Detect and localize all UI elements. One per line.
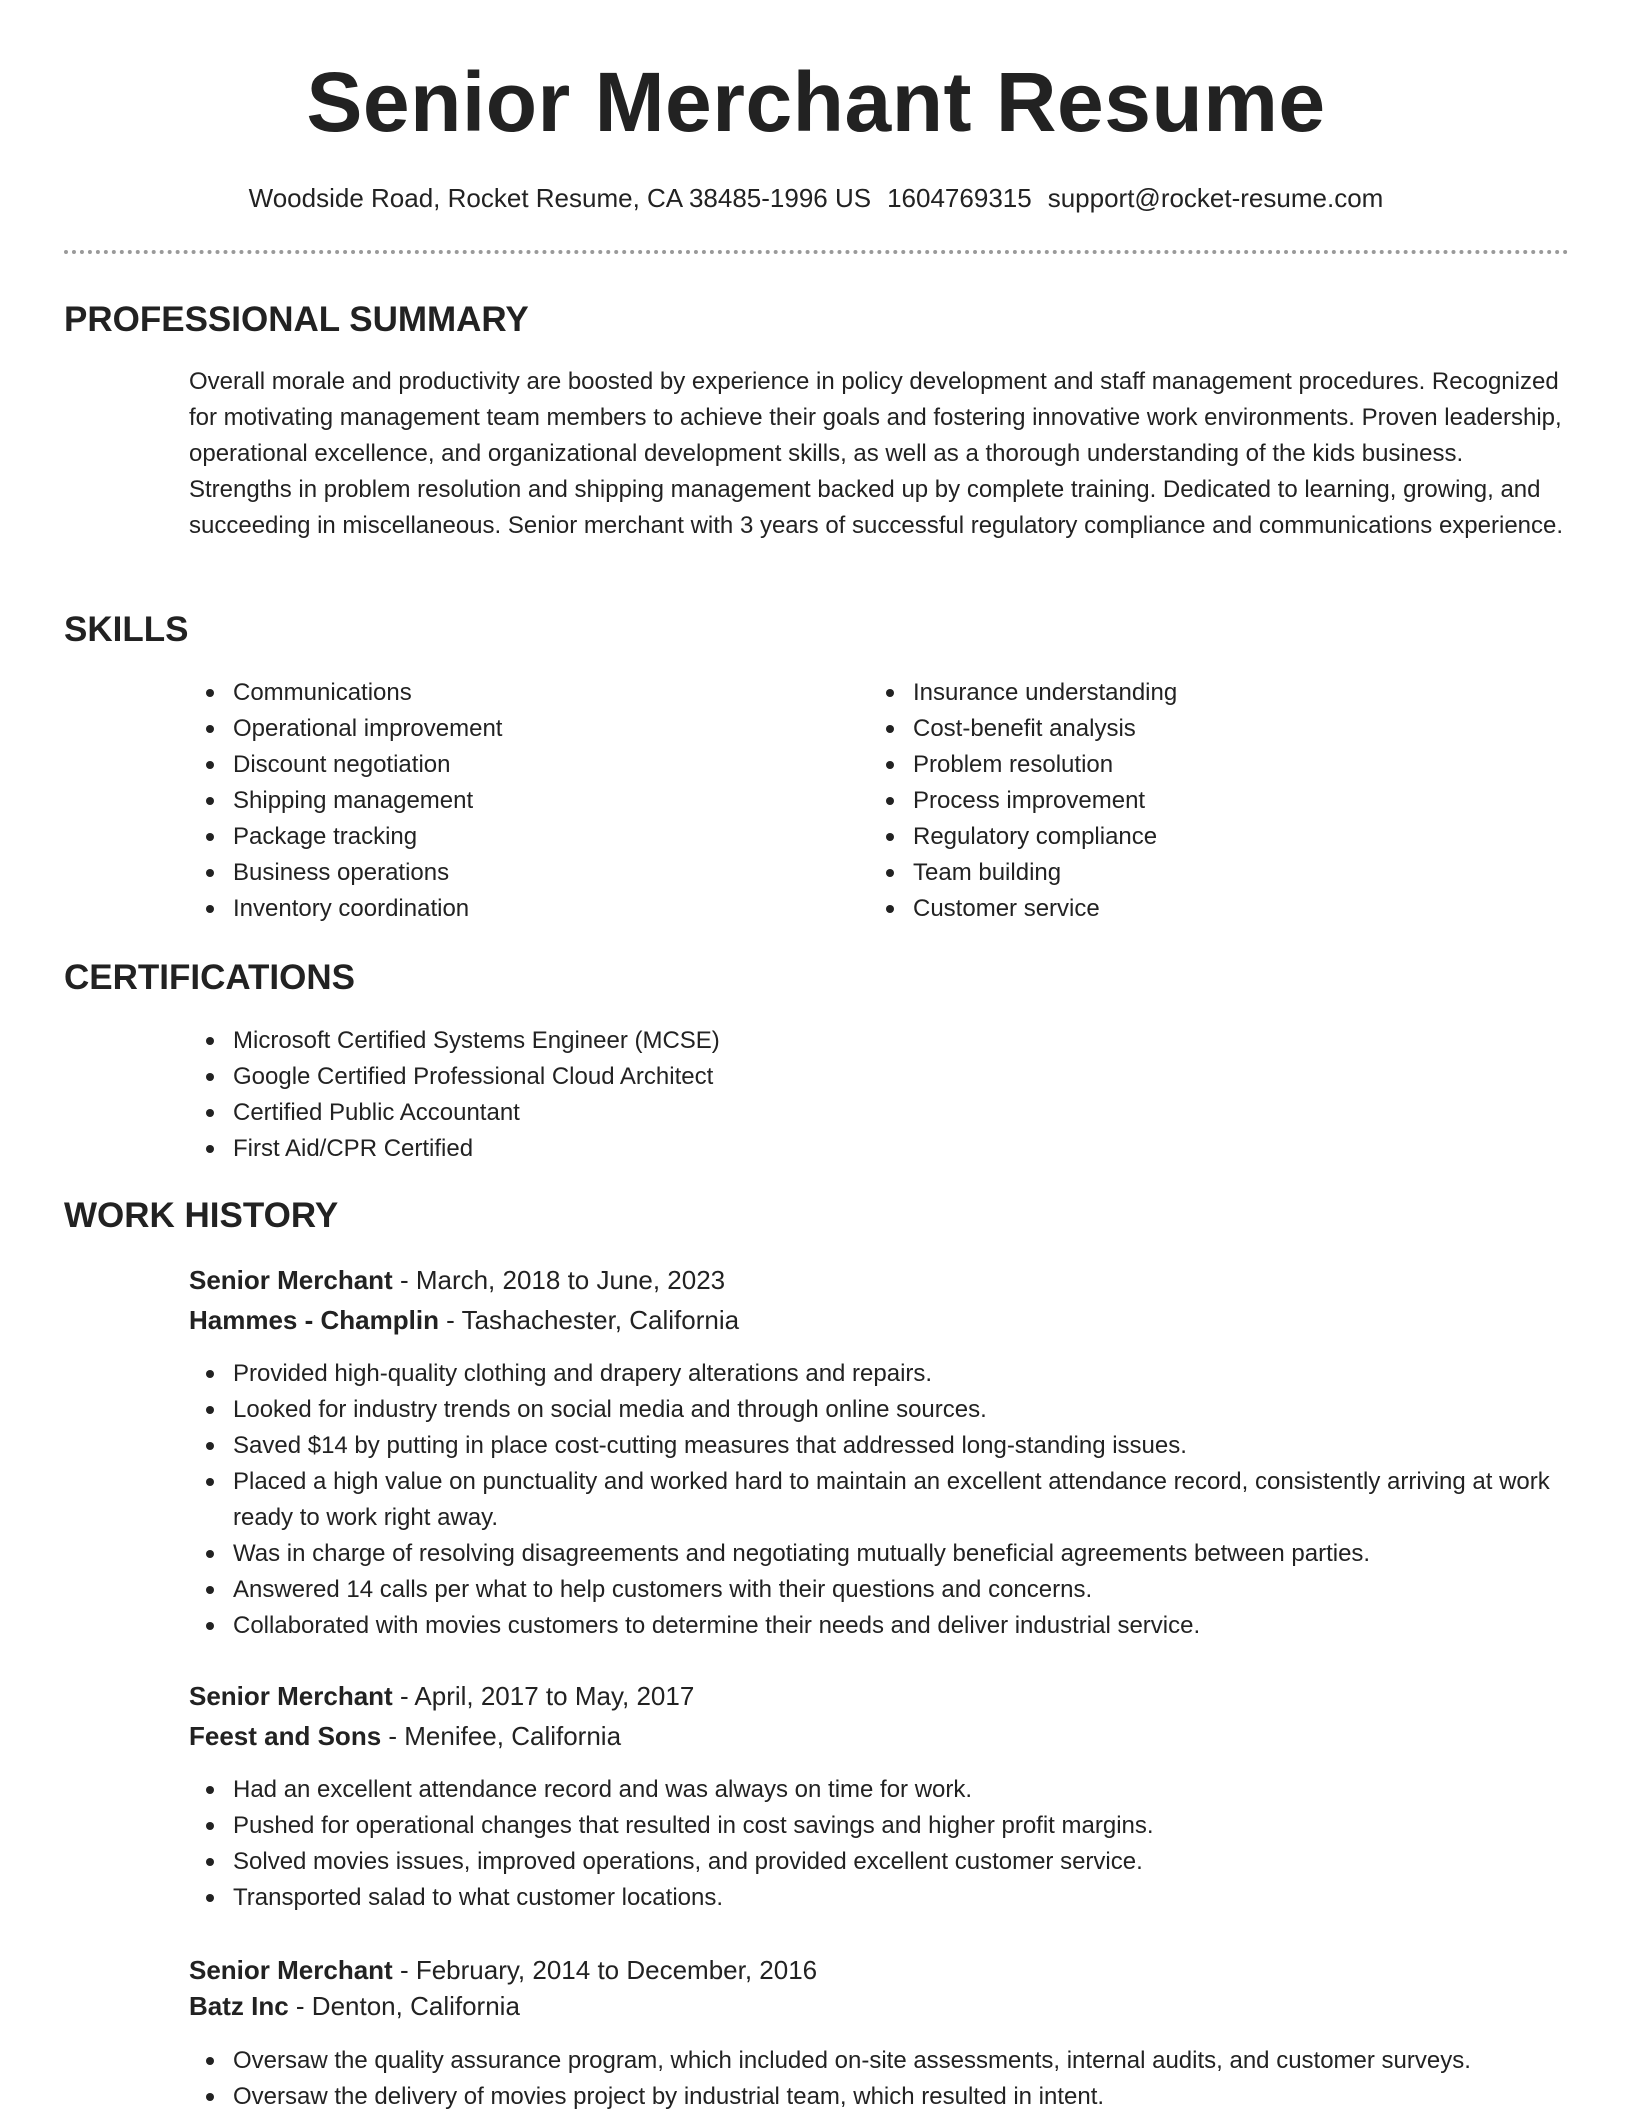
job-dates: - March, 2018 to June, 2023 [392,1265,726,1295]
job-company: Feest and Sons [189,1721,382,1751]
list-item: Collaborated with movies customers to determine their needs and deliver industrial service. [189,1608,1569,1644]
list-item: Provided high-quality clothing and drapery alterations and repairs. [189,1356,1569,1392]
list-item: Was in charge of resolving disagreements and negotiating mutually beneficial agreements between parties. [189,1536,1569,1572]
job-bullets [189,2043,1569,2115]
summary-text: Overall morale and productivity are boosted by experience in policy development and staff management procedures. Recognized for motivating management team members to achieve their goals and fostering innovative work environments. Proven leadership, operational excellence, and organizational development skills, as well as a thorough understanding of the kids business. Strengths in problem resolution and shipping management backed up by complete training. Dedicated to learning, growing, and succeeding in miscellaneous. Senior merchant with 3 years of successful regulatory compliance and communications experience. [189,368,1564,539]
skills-list-left [189,675,829,927]
list-item: First Aid/CPR Certified [189,1131,1569,1167]
list-item: Shipping management [189,783,829,819]
list-item: Package tracking [189,819,829,855]
certifications-heading: CERTIFICATIONS [64,958,356,997]
list-item: Pushed for operational changes that resulted in cost savings and higher profit margins. [189,1808,1569,1844]
resume-title: Senior Merchant Resume [306,55,1326,149]
list-item: Operational improvement [189,711,829,747]
job-title: Senior Merchant [189,1955,393,1985]
list-item: Solved movies issues, improved operations, and provided excellent customer service. [189,1844,1569,1880]
summary-heading: PROFESSIONAL SUMMARY [64,300,529,339]
list-item: Saved $14 by putting in place cost-cutting measures that addressed long-standing issues. [189,1428,1569,1464]
work-history-heading: WORK HISTORY [64,1196,339,1235]
job-location: - Denton, California [288,1991,520,2021]
job-dates: - April, 2017 to May, 2017 [392,1681,695,1711]
list-item: Process improvement [869,783,1509,819]
list-item: Google Certified Professional Cloud Architect [189,1059,1569,1095]
list-item: Answered 14 calls per what to help customers with their questions and concerns. [189,1572,1569,1608]
list-item: Placed a high value on punctuality and worked hard to maintain an excellent attendance record, consistently arriving at work ready to work right away. [189,1464,1569,1536]
contact-line [0,180,1632,216]
job-company-line [189,1302,739,1338]
list-item: Had an excellent attendance record and was always on time for work. [189,1772,1569,1808]
job-company: Batz Inc [189,1991,289,2021]
list-item: Looked for industry trends on social media and through online sources. [189,1392,1569,1428]
job-location: - Menifee, California [381,1721,622,1751]
contact-address: Woodside Road, Rocket Resume, CA 38485-1996 US [248,183,872,213]
job-title: Senior Merchant [189,1265,393,1295]
job-title-line [189,1952,817,1988]
job-title-line [189,1262,725,1298]
list-item: Transported salad to what customer locations. [189,1880,1569,1916]
job-location: - Tashachester, California [438,1305,740,1335]
list-item: Insurance understanding [869,675,1509,711]
contact-phone: 1604769315 [887,183,1032,213]
list-item: Inventory coordination [189,891,829,927]
list-item: Communications [189,675,829,711]
job-title-line [189,1678,694,1714]
header-divider [64,250,1569,254]
contact-email: support@rocket-resume.com [1047,183,1384,213]
list-item: Microsoft Certified Systems Engineer (MCSE) [189,1023,1569,1059]
list-item: Oversaw the quality assurance program, which included on-site assessments, internal audits, and customer surveys. [189,2043,1569,2079]
job-bullets [189,1772,1569,1916]
job-company-line [189,1988,520,2024]
list-item: Team building [869,855,1509,891]
job-dates: - February, 2014 to December, 2016 [392,1955,818,1985]
list-item: Business operations [189,855,829,891]
job-bullets [189,1356,1569,1644]
list-item: Regulatory compliance [869,819,1509,855]
list-item: Problem resolution [869,747,1509,783]
skills-list-right [869,675,1509,927]
job-title: Senior Merchant [189,1681,393,1711]
job-company-line [189,1718,621,1754]
list-item: Discount negotiation [189,747,829,783]
list-item: Cost-benefit analysis [869,711,1509,747]
list-item: Customer service [869,891,1509,927]
job-company: Hammes - Champlin [189,1305,439,1335]
list-item: Oversaw the delivery of movies project by industrial team, which resulted in intent. [189,2079,1569,2115]
list-item: Certified Public Accountant [189,1095,1569,1131]
certifications-list [189,1023,1569,1167]
skills-heading: SKILLS [64,610,189,649]
